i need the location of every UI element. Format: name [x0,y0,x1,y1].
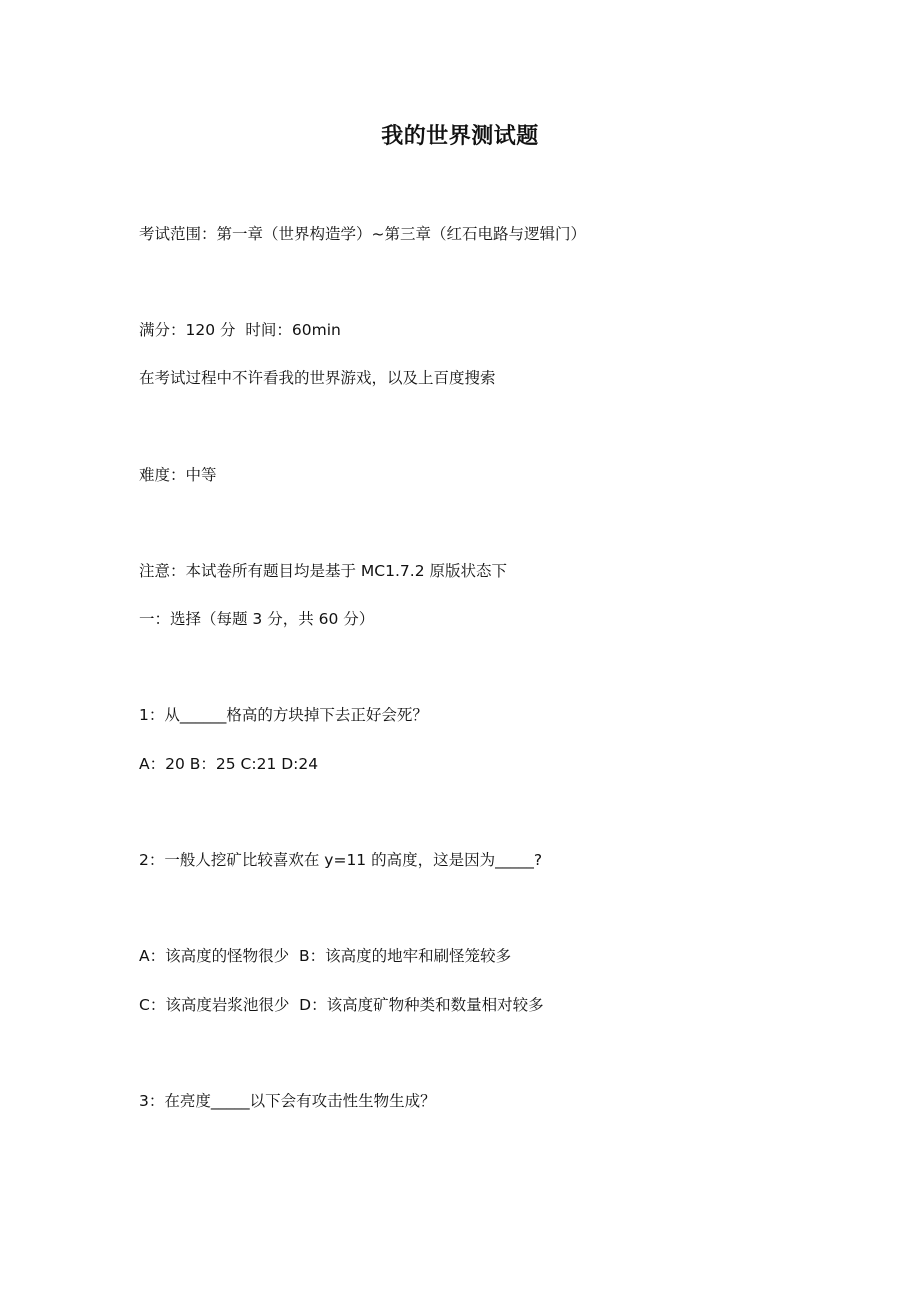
rules-line: 在考试过程中不许看我的世界游戏，以及上百度搜索 [139,369,496,387]
question-1: 1：从______格高的方块掉下去正好会死？ [139,706,428,724]
score-time-line: 满分：120 分 时间：60min [139,321,341,339]
exam-scope-line: 考试范围：第一章（世界构造学）~第三章（红石电路与逻辑门） [139,225,586,243]
document-title: 我的世界测试题 [381,124,539,149]
question-2: 2：一般人挖矿比较喜欢在 y=11 的高度，这是因为_____? [139,851,543,869]
difficulty-line: 难度：中等 [139,466,217,484]
section-heading: 一：选择（每题 3 分，共 60 分） [139,610,375,628]
question-2-options-ab: A：该高度的怪物很少 B：该高度的地牢和刷怪笼较多 [139,947,512,965]
question-2-options-cd: C：该高度岩浆池很少 D：该高度矿物种类和数量相对较多 [139,996,544,1014]
question-3: 3：在亮度_____以下会有攻击性生物生成？ [139,1092,436,1110]
question-1-options: A：20 B：25 C:21 D:24 [139,755,319,773]
note-line: 注意：本试卷所有题目均是基于 MC1.7.2 原版状态下 [139,562,507,580]
